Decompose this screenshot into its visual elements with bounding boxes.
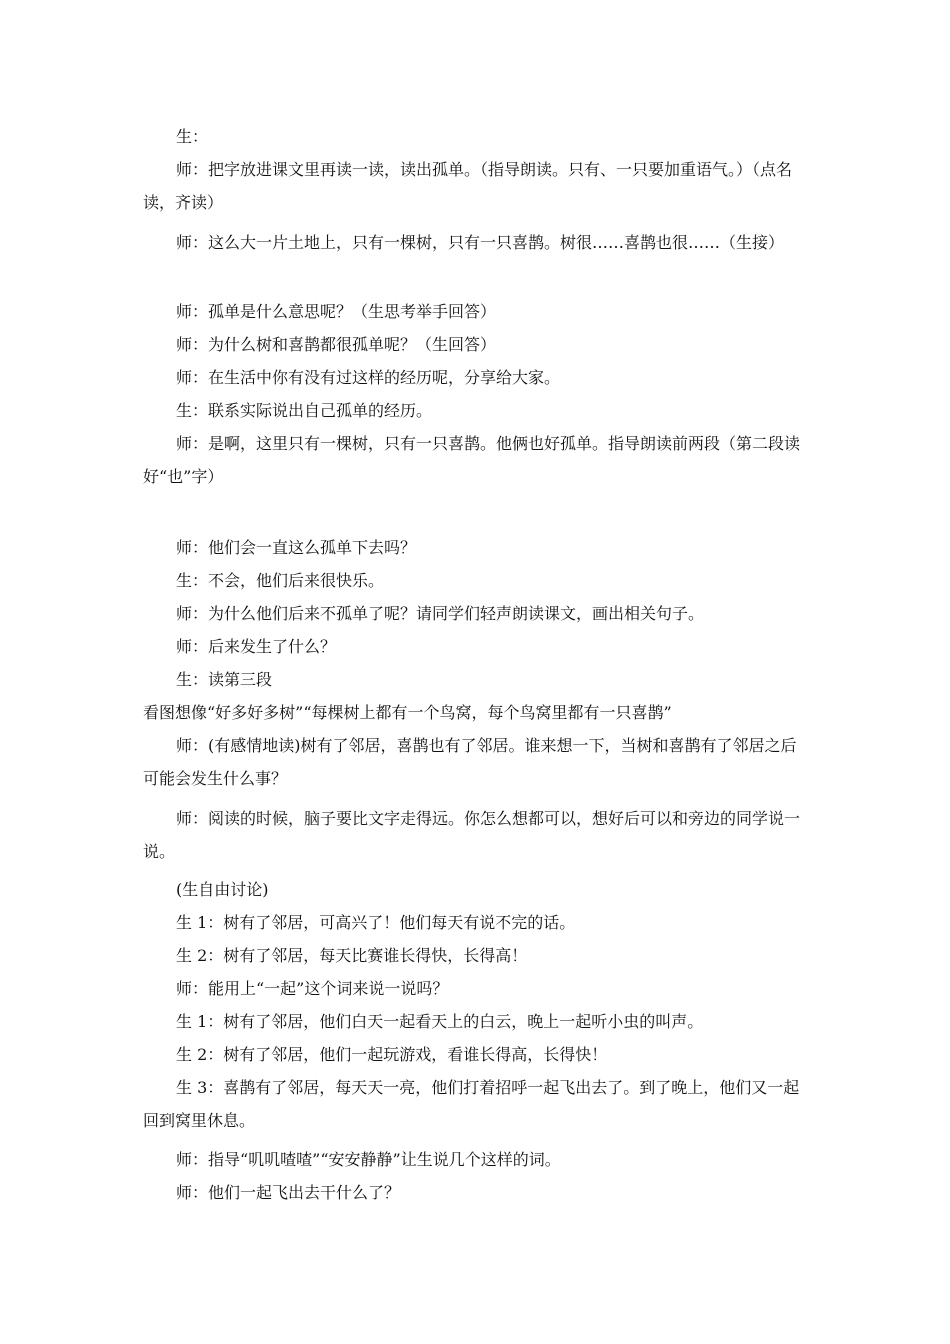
paragraph: 师：为什么他们后来不孤单了呢？请同学们轻声朗读课文，画出相关句子。: [176, 604, 705, 623]
paragraph: 师：(有感情地读)树有了邻居，喜鹊也有了邻居。谁来想一下，当树和喜鹊有了邻居之后可能会发生什么事？: [143, 736, 797, 788]
paragraph: 师：这么大一片土地上，只有一棵树，只有一只喜鹊。树很……喜鹊也很……（生接）: [176, 233, 785, 252]
paragraph: 师：后来发生了什么？: [176, 637, 337, 656]
paragraph: 师：能用上“一起”这个词来说一说吗？: [176, 979, 449, 998]
paragraph: 生：联系实际说出自己孤单的经历。: [176, 401, 433, 420]
paragraph: 师：阅读的时候，脑子要比文字走得远。你怎么想都可以，想好后可以和旁边的同学说一说。: [143, 809, 801, 861]
paragraph: 生：不会，他们后来很快乐。: [176, 571, 385, 590]
paragraph: 生 1：树有了邻居，他们白天一起看天上的白云，晚上一起听小虫的叫声。: [176, 1012, 704, 1031]
paragraph: 师：在生活中你有没有过这样的经历呢，分享给大家。: [176, 368, 561, 387]
paragraph: 师：为什么树和喜鹊都很孤单呢？（生回答）: [176, 335, 497, 354]
paragraph: 师：他们一起飞出去干什么了？: [176, 1183, 401, 1202]
paragraph: 生 3：喜鹊有了邻居，每天天一亮，他们打着招呼一起飞出去了。到了晚上，他们又一起回到窝里休息。: [143, 1078, 800, 1130]
paragraph: 师：指导“叽叽喳喳”“安安静静”让生说几个这样的词。: [176, 1150, 561, 1169]
paragraph: 看图想像“好多好多树”“每棵树上都有一个鸟窝，每个鸟窝里都有一只喜鹊”: [143, 703, 672, 722]
paragraph: 师：孤单是什么意思呢？（生思考举手回答）: [176, 302, 497, 321]
paragraph: 生 2：树有了邻居，他们一起玩游戏，看谁长得高，长得快！: [176, 1045, 608, 1064]
paragraph: (生自由讨论): [176, 880, 269, 899]
paragraph: 生 1：树有了邻居，可高兴了！他们每天有说不完的话。: [176, 913, 576, 932]
paragraph: 生：读第三段: [176, 670, 273, 689]
paragraph: 师：是啊，这里只有一棵树，只有一只喜鹊。他俩也好孤单。指导朗读前两段（第二段读好“也”字）: [143, 434, 801, 486]
paragraph: 生：: [176, 127, 209, 146]
paragraph: 生 2：树有了邻居，每天比赛谁长得快，长得高！: [176, 946, 528, 965]
paragraph: 师：把字放进课文里再读一读，读出孤单。（指导朗读。只有、一只要加重语气。）（点名读，齐读）: [143, 160, 793, 212]
paragraph: 师：他们会一直这么孤单下去吗？: [176, 538, 417, 557]
